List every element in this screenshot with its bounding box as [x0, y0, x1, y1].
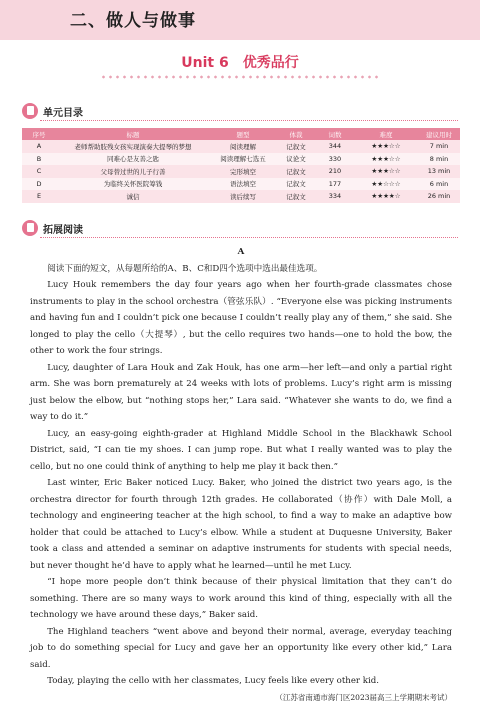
- table-cell: 语法填空: [210, 178, 276, 191]
- table-cell: 父母替过世的儿子行善: [56, 165, 210, 178]
- table-row: [22, 190, 460, 203]
- column-header: 难度: [354, 128, 418, 140]
- table-cell: 阅读理解七选五: [210, 153, 276, 166]
- table-cell: 记叙文: [276, 140, 316, 153]
- table-cell: C: [22, 165, 56, 178]
- table-cell: 344: [316, 140, 354, 153]
- toc-section-label: 单元目录: [43, 104, 83, 119]
- passage-paragraph: Lucy, daughter of Lara Houk and Zak Houk, has one arm—her left—and only a partial right arm. She was born prematurely at 24 weeks with lots of problems. Lucy’s right arm is missing just below the elbow, but “nothing stops her,” Lara said. “Whatever she wants to do, we find a way to do it.”: [30, 360, 452, 426]
- table-cell: 8 min: [418, 153, 460, 166]
- column-header: 序号: [22, 128, 56, 140]
- table-cell: D: [22, 178, 56, 191]
- section-divider: [40, 120, 458, 121]
- unit-title: Unit 6 优秀品行: [0, 52, 480, 72]
- table-cell: A: [22, 140, 56, 153]
- chapter-header-bar: [0, 0, 480, 40]
- table-header-row: [22, 128, 460, 140]
- table-cell: 记叙文: [276, 165, 316, 178]
- table-cell: E: [22, 190, 56, 203]
- passage-paragraph: “I hope more people don’t think because of their physical limitation that they can’t do something. There are so many ways to work around this kind of thing, especially with all the technology we have around these days,” Baker said.: [30, 574, 452, 624]
- unit-contents-table: [22, 128, 460, 203]
- table-cell: 334: [316, 190, 354, 203]
- book-icon: [22, 220, 38, 236]
- passage-paragraph: Today, playing the cello with her classmates, Lucy feels like every other kid.: [30, 673, 452, 690]
- column-header: 题型: [210, 128, 276, 140]
- table-cell: 议论文: [276, 153, 316, 166]
- passage-instruction: 阅读下面的短文，从每题所给的A、B、C和D四个选项中选出最佳选项。: [30, 261, 452, 278]
- reading-section-label: 拓展阅读: [43, 221, 83, 236]
- table-row: [22, 178, 460, 191]
- passage-paragraph: Lucy Houk remembers the day four years ago when her fourth-grade classmates chose instruments to play in the school orchestra（管弦乐队）. “Everyone else was picking instruments and having fun and I couldn’t pick one because I couldn’t really play any of them,” she said. She longed to play the cello（大提琴）, but the cello requires two hands—one to hold the bow, the other to work the four strings.: [30, 277, 452, 360]
- table-cell: 记叙文: [276, 190, 316, 203]
- table-cell: 26 min: [418, 190, 460, 203]
- table-cell: 诚信: [56, 190, 210, 203]
- difficulty-stars: ★★★☆☆: [354, 140, 418, 153]
- passage-paragraph: Last winter, Eric Baker noticed Lucy. Baker, who joined the district two years ago, is the orchestra director for fourth through 12th grades. He collaborated（协作）with Dale Moll, a technology and engineering teacher at the high school, to find a way to make an adaptive bow holder that could be attached to Lucy’s elbow. While a student at Duquesne University, Baker took a class and attended a seminar on adaptive instruments for students with special needs, but never thought he’d have to apply what he learned—until he met Lucy.: [30, 475, 452, 574]
- chapter-title: 二、做人与做事: [70, 6, 196, 31]
- table-cell: 同难心是友善之匙: [56, 153, 210, 166]
- difficulty-stars: ★★★★☆: [354, 190, 418, 203]
- table-cell: 6 min: [418, 178, 460, 191]
- table-cell: 13 min: [418, 165, 460, 178]
- toc-section-heading: [22, 103, 83, 119]
- table-cell: 老师帮助肢残女孩实现演奏大提琴的梦想: [56, 140, 210, 153]
- table-cell: 210: [316, 165, 354, 178]
- table-cell: B: [22, 153, 56, 166]
- table-cell: 记叙文: [276, 178, 316, 191]
- column-header: 标题: [56, 128, 210, 140]
- difficulty-stars: ★★★☆☆: [354, 165, 418, 178]
- column-header: 建议用时: [418, 128, 460, 140]
- passage-source: （江苏省南通市海门区2023届高三上学期期末考试）: [30, 690, 452, 706]
- difficulty-stars: ★★☆☆☆: [354, 178, 418, 191]
- table-row: [22, 153, 460, 166]
- passage-paragraph: The Highland teachers “went above and beyond their normal, average, everyday teaching job to do something special for Lucy and gave her an opportunity like every other kid,” Lara said.: [30, 624, 452, 674]
- table-cell: 完形填空: [210, 165, 276, 178]
- column-header: 词数: [316, 128, 354, 140]
- section-divider: [40, 237, 458, 238]
- reading-passage: [30, 244, 452, 706]
- table-cell: 阅读理解: [210, 140, 276, 153]
- table-cell: 330: [316, 153, 354, 166]
- book-icon: [22, 103, 38, 119]
- table-cell: 为临终关怀医院筹钱: [56, 178, 210, 191]
- table-cell: 177: [316, 178, 354, 191]
- decorative-dots: [100, 75, 380, 79]
- passage-paragraph: Lucy, an easy-going eighth-grader at Highland Middle School in the Blackhawk School District, said, “I can tie my shoes. I can jump rope. But what I really wanted was to play the cello, but no one could think of anything to help me play it back then.”: [30, 426, 452, 476]
- passage-heading: A: [30, 244, 452, 261]
- table-row: [22, 165, 460, 178]
- difficulty-stars: ★★★☆☆: [354, 153, 418, 166]
- table-cell: 7 min: [418, 140, 460, 153]
- reading-section-heading: [22, 220, 83, 236]
- table-cell: 读后续写: [210, 190, 276, 203]
- table-row: [22, 140, 460, 153]
- column-header: 体裁: [276, 128, 316, 140]
